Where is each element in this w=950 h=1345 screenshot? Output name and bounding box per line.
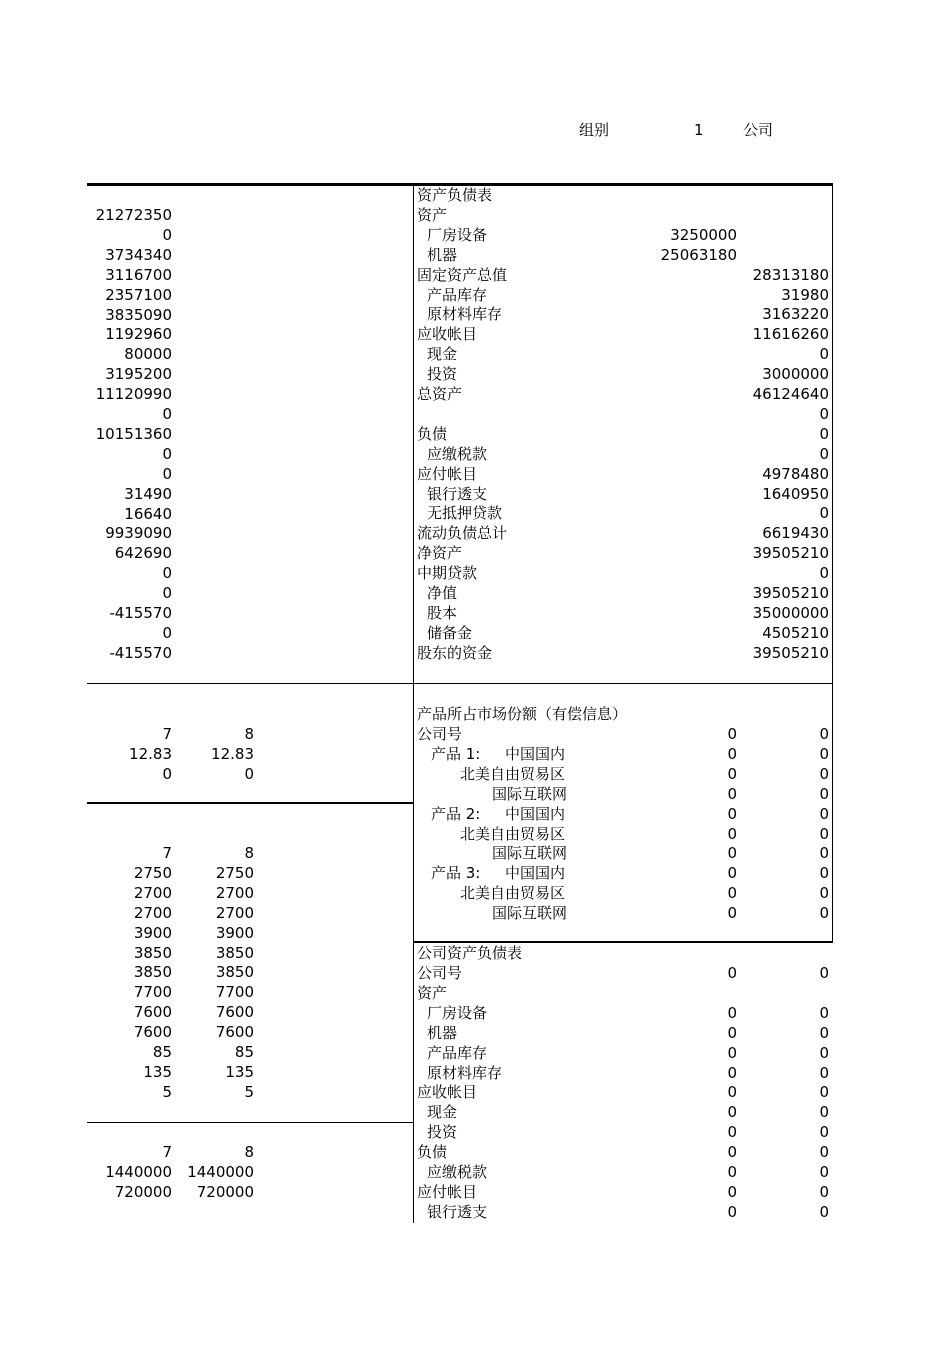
balance-sheet-value-b: 1640950 bbox=[762, 484, 829, 503]
balance-sheet-label: 储备金 bbox=[427, 623, 473, 642]
left-value-a: 720000 bbox=[114, 1182, 172, 1201]
market-share-value-b: 0 bbox=[819, 804, 829, 823]
left-value-a: 135 bbox=[143, 1062, 172, 1081]
balance-sheet-label: 投资 bbox=[427, 365, 458, 384]
company-balance-label: 应收帐目 bbox=[417, 1083, 478, 1102]
market-share-product: 产品 2: bbox=[431, 804, 481, 823]
group-label: 组别 bbox=[579, 121, 610, 139]
left-value: 0 bbox=[162, 225, 172, 244]
company-balance-value-a: 0 bbox=[727, 1103, 737, 1122]
balance-sheet-label: 资产负债表 bbox=[417, 186, 493, 204]
right-border-2 bbox=[832, 684, 833, 942]
balance-sheet-value-b: 35000000 bbox=[752, 603, 829, 622]
balance-sheet-label: 净资产 bbox=[417, 544, 463, 563]
company-balance-value-b: 0 bbox=[819, 964, 829, 982]
balance-sheet-label: 应付帐目 bbox=[417, 464, 478, 483]
left-value-a: 7 bbox=[162, 1143, 172, 1161]
company-balance-label: 应付帐目 bbox=[417, 1182, 478, 1201]
balance-sheet-label: 原材料库存 bbox=[427, 305, 503, 324]
left-value: 3195200 bbox=[105, 365, 172, 384]
market-share-value-b: 0 bbox=[819, 744, 829, 763]
left-value: -415570 bbox=[109, 643, 172, 662]
market-share-value-b: 0 bbox=[819, 725, 829, 743]
balance-sheet-label: 现金 bbox=[427, 345, 458, 364]
balance-sheet-value-b: 0 bbox=[819, 345, 829, 364]
balance-sheet-value-b: 6619430 bbox=[762, 524, 829, 543]
balance-sheet-value-b: 3000000 bbox=[762, 365, 829, 384]
balance-sheet-value-b: 0 bbox=[819, 424, 829, 443]
left-value-a: 7 bbox=[162, 844, 172, 862]
company-balance-value-b: 0 bbox=[819, 1143, 829, 1162]
left-value-a: 7600 bbox=[133, 1023, 172, 1042]
company-balance-value-a: 0 bbox=[727, 1023, 737, 1042]
left-value: 3835090 bbox=[105, 305, 172, 324]
balance-sheet-label: 无抵押贷款 bbox=[427, 504, 503, 523]
company-balance-value-b: 0 bbox=[819, 1182, 829, 1201]
left-value-a: 2700 bbox=[133, 883, 172, 902]
company-balance-label: 产品库存 bbox=[427, 1043, 488, 1062]
balance-sheet-label: 应收帐目 bbox=[417, 325, 478, 344]
balance-sheet-label: 机器 bbox=[427, 245, 458, 264]
market-share-value-a: 0 bbox=[727, 764, 737, 783]
balance-sheet-value-b: 0 bbox=[819, 564, 829, 583]
company-balance-value-a: 0 bbox=[727, 1202, 737, 1221]
left-value: 0 bbox=[162, 464, 172, 483]
left-value-b: 8 bbox=[244, 725, 254, 743]
left-value-b: 3850 bbox=[215, 963, 254, 982]
market-share-value-b: 0 bbox=[819, 784, 829, 803]
left-value: 2357100 bbox=[105, 285, 172, 304]
balance-sheet-value-b: 28313180 bbox=[752, 265, 829, 284]
left-value-b: 2750 bbox=[215, 863, 254, 882]
market-share-title: 产品所占市场份额（有偿信息） bbox=[417, 705, 628, 723]
market-share-value-b: 0 bbox=[819, 764, 829, 783]
market-share-value-a: 0 bbox=[727, 864, 737, 883]
left-value-b: 1440000 bbox=[187, 1162, 254, 1181]
balance-sheet-value-b: 4505210 bbox=[762, 623, 829, 642]
company-balance-label: 机器 bbox=[427, 1023, 458, 1042]
company-balance-label: 资产 bbox=[417, 983, 448, 1002]
balance-sheet-label: 应缴税款 bbox=[427, 444, 488, 463]
left-value-a: 0 bbox=[162, 764, 172, 783]
balance-sheet-label: 资产 bbox=[417, 205, 448, 224]
left-value-b: 3850 bbox=[215, 943, 254, 962]
company-balance-value-b: 0 bbox=[819, 1083, 829, 1102]
balance-sheet-value-b: 39505210 bbox=[752, 544, 829, 563]
left-value: 1192960 bbox=[105, 325, 172, 344]
left-value-b: 8 bbox=[244, 1143, 254, 1161]
balance-sheet-value-b: 0 bbox=[819, 504, 829, 523]
left-value-b: 12.83 bbox=[211, 744, 254, 763]
balance-sheet-label: 流动负债总计 bbox=[417, 524, 508, 543]
market-share-product: 产品 3: bbox=[431, 864, 481, 883]
market-share-region: 国际互联网 bbox=[492, 904, 568, 923]
company-balance-value-b: 0 bbox=[819, 1123, 829, 1142]
left-value-a: 7600 bbox=[133, 1003, 172, 1022]
left-value: 0 bbox=[162, 584, 172, 603]
market-share-region: 北美自由贸易区 bbox=[460, 824, 566, 843]
left-value-a: 2750 bbox=[133, 863, 172, 882]
market-share-value-b: 0 bbox=[819, 904, 829, 923]
company-balance-value-b: 0 bbox=[819, 1063, 829, 1082]
market-share-region: 中国国内 bbox=[505, 864, 566, 883]
market-share-value-a: 0 bbox=[727, 725, 737, 743]
balance-sheet-label: 净值 bbox=[427, 584, 458, 602]
left-value: -415570 bbox=[109, 604, 172, 622]
left-value: 642690 bbox=[114, 544, 172, 563]
company-balance-value-a: 0 bbox=[727, 1063, 737, 1082]
balance-sheet-value-b: 31980 bbox=[781, 285, 829, 304]
market-share-value-b: 0 bbox=[819, 864, 829, 883]
left-value-a: 3850 bbox=[133, 943, 172, 962]
market-share-value-a: 0 bbox=[727, 824, 737, 843]
company-label: 公司 bbox=[743, 121, 774, 139]
company-balance-value-b: 0 bbox=[819, 1003, 829, 1022]
balance-sheet-value-b: 4978480 bbox=[762, 464, 829, 483]
left-value-a: 3900 bbox=[133, 923, 172, 942]
column-divider bbox=[413, 184, 414, 1223]
company-balance-value-b: 0 bbox=[819, 1103, 829, 1122]
balance-sheet-label: 厂房设备 bbox=[427, 225, 488, 244]
left-value: 10151360 bbox=[95, 424, 172, 443]
left-value: 16640 bbox=[124, 504, 172, 523]
company-balance-label: 现金 bbox=[427, 1103, 458, 1122]
market-share-product: 产品 1: bbox=[431, 744, 481, 763]
market-share-region: 北美自由贸易区 bbox=[460, 884, 566, 903]
company-balance-label: 投资 bbox=[427, 1123, 458, 1142]
market-share-value-a: 0 bbox=[727, 884, 737, 903]
company-balance-label: 应缴税款 bbox=[427, 1163, 488, 1181]
market-share-product: 公司号 bbox=[417, 725, 463, 743]
company-balance-value-a: 0 bbox=[727, 1182, 737, 1201]
market-share-value-a: 0 bbox=[727, 844, 737, 863]
company-balance-label: 负债 bbox=[417, 1143, 448, 1162]
market-share-region: 国际互联网 bbox=[492, 784, 568, 803]
left-value-a: 2700 bbox=[133, 903, 172, 922]
balance-sheet-label: 固定资产总值 bbox=[417, 265, 508, 284]
company-balance-value-b: 0 bbox=[819, 1023, 829, 1042]
left-value-b: 135 bbox=[225, 1062, 254, 1081]
balance-sheet-value-a: 3250000 bbox=[670, 225, 737, 244]
company-balance-value-a: 0 bbox=[727, 1083, 737, 1102]
company-balance-label: 银行透支 bbox=[427, 1202, 488, 1221]
left-value: 80000 bbox=[124, 345, 172, 364]
left-value: 0 bbox=[162, 564, 172, 583]
company-balance-label: 厂房设备 bbox=[427, 1003, 488, 1022]
company-balance-value-a: 0 bbox=[727, 1123, 737, 1142]
left-value: 21272350 bbox=[95, 206, 172, 224]
left-value: 9939090 bbox=[105, 524, 172, 543]
company-balance-value-a: 0 bbox=[727, 1143, 737, 1162]
balance-sheet-value-b: 39505210 bbox=[752, 643, 829, 662]
balance-sheet-label: 股本 bbox=[427, 603, 458, 622]
company-balance-value-b: 0 bbox=[819, 1043, 829, 1062]
left-value: 3116700 bbox=[105, 265, 172, 284]
company-balance-label: 原材料库存 bbox=[427, 1063, 503, 1082]
balance-sheet-value-b: 11616260 bbox=[752, 325, 829, 344]
left-value-a: 85 bbox=[152, 1043, 172, 1061]
left-value: 0 bbox=[162, 405, 172, 423]
left-value-a: 12.83 bbox=[129, 744, 172, 763]
left-value-b: 3900 bbox=[215, 923, 254, 942]
balance-sheet-value-b: 0 bbox=[819, 404, 829, 423]
balance-sheet-value-b: 39505210 bbox=[752, 584, 829, 602]
market-share-region: 中国国内 bbox=[505, 744, 566, 763]
market-share-value-a: 0 bbox=[727, 744, 737, 763]
left-value-b: 7600 bbox=[215, 1023, 254, 1042]
left-value: 0 bbox=[162, 623, 172, 642]
market-share-value-a: 0 bbox=[727, 784, 737, 803]
left-value-b: 8 bbox=[244, 844, 254, 862]
balance-sheet-value-b: 3163220 bbox=[762, 305, 829, 324]
left-value-b: 7700 bbox=[215, 983, 254, 1002]
left-value-b: 0 bbox=[244, 764, 254, 783]
section-rule-2 bbox=[87, 802, 414, 804]
balance-sheet-label: 股东的资金 bbox=[417, 643, 493, 662]
left-value-a: 7 bbox=[162, 725, 172, 743]
balance-sheet-label: 银行透支 bbox=[427, 484, 488, 503]
market-share-value-b: 0 bbox=[819, 824, 829, 843]
group-number: 1 bbox=[694, 121, 704, 139]
left-value-b: 2700 bbox=[215, 903, 254, 922]
left-value: 3734340 bbox=[105, 245, 172, 264]
market-share-region: 中国国内 bbox=[505, 804, 566, 823]
left-value-b: 5 bbox=[244, 1082, 254, 1101]
market-share-value-a: 0 bbox=[727, 904, 737, 923]
company-balance-value-a: 0 bbox=[727, 1163, 737, 1181]
section-rule-4 bbox=[87, 1122, 414, 1123]
left-value-a: 1440000 bbox=[105, 1162, 172, 1181]
company-balance-value-b: 0 bbox=[819, 1163, 829, 1181]
market-share-value-b: 0 bbox=[819, 844, 829, 863]
right-border-1 bbox=[832, 184, 833, 683]
left-value-b: 2700 bbox=[215, 883, 254, 902]
company-balance-label: 公司号 bbox=[417, 964, 463, 982]
market-share-region: 国际互联网 bbox=[492, 844, 568, 863]
balance-sheet-label: 负债 bbox=[417, 424, 448, 443]
left-value-b: 85 bbox=[234, 1043, 254, 1061]
company-balance-value-a: 0 bbox=[727, 1003, 737, 1022]
left-value-a: 7700 bbox=[133, 983, 172, 1002]
company-balance-title: 公司资产负债表 bbox=[417, 944, 523, 962]
balance-sheet-value-b: 46124640 bbox=[752, 385, 829, 403]
section-rule-1 bbox=[87, 683, 833, 684]
left-value: 31490 bbox=[124, 484, 172, 503]
company-balance-value-a: 0 bbox=[727, 964, 737, 982]
left-value-a: 5 bbox=[162, 1082, 172, 1101]
left-value-b: 720000 bbox=[196, 1182, 254, 1201]
market-share-value-a: 0 bbox=[727, 804, 737, 823]
company-balance-value-a: 0 bbox=[727, 1043, 737, 1062]
market-share-region: 北美自由贸易区 bbox=[460, 764, 566, 783]
balance-sheet-value-b: 0 bbox=[819, 444, 829, 463]
left-value: 11120990 bbox=[95, 385, 172, 404]
balance-sheet-label: 产品库存 bbox=[427, 285, 488, 304]
market-share-value-b: 0 bbox=[819, 884, 829, 903]
balance-sheet-label: 总资产 bbox=[417, 385, 463, 403]
left-value: 0 bbox=[162, 444, 172, 463]
company-balance-value-b: 0 bbox=[819, 1202, 829, 1221]
left-value-b: 7600 bbox=[215, 1003, 254, 1022]
balance-sheet-value-a: 25063180 bbox=[660, 245, 737, 264]
balance-sheet-label: 中期贷款 bbox=[417, 564, 478, 583]
left-value-a: 3850 bbox=[133, 963, 172, 982]
